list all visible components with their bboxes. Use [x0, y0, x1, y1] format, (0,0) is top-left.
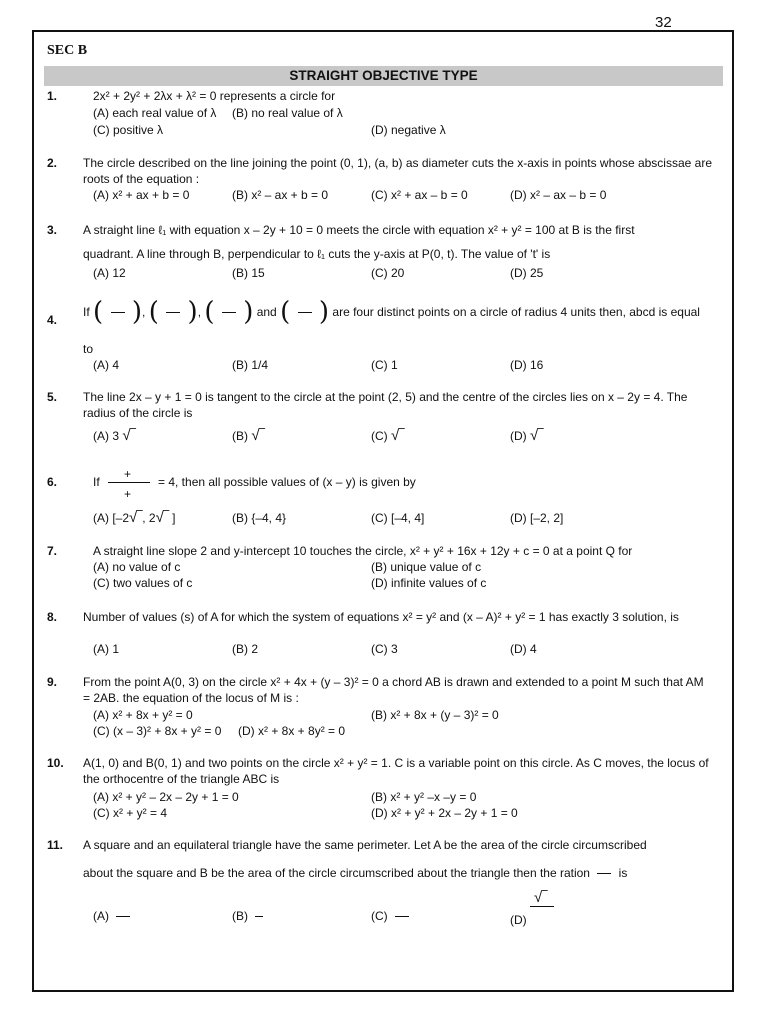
close-paren: ) [187, 297, 198, 327]
option-c: (C) √‾ [371, 427, 405, 444]
option-d: (D) √‾ [510, 427, 544, 444]
option-a: (A) [93, 908, 134, 924]
is-word: is [618, 866, 628, 880]
option-c: (C) two values of c [93, 576, 193, 590]
option-d: (D) √‾ [510, 908, 556, 928]
sqrt-symbol: √‾ [530, 427, 544, 444]
sqrt-symbol: √‾ [155, 509, 169, 526]
fraction-bar [255, 916, 263, 917]
fraction-bar [108, 482, 150, 483]
close-paren: ) [318, 297, 330, 327]
option-b: (B) no real value of λ [232, 106, 343, 120]
fraction-bar [111, 312, 125, 313]
option-c: (C) 3 [371, 642, 398, 656]
option-b: (B) √‾ [232, 427, 265, 444]
question-stem: 2x² + 2y² + 2λx + λ² = 0 represents a circle for [93, 89, 336, 103]
question-stem-line-2: about the square and B be the area of the circle circumscribed about the triangle then the ration is [83, 866, 628, 880]
question-stem-line-1: A square and an equilateral triangle have the same perimeter. Let A be the area of the circle circumscribed [83, 838, 647, 852]
question-stem: From the point A(0, 3) on the circle x² + 4x + (y – 3)² = 0 a chord AB is drawn and extended to a point M such that AM = 2AB. the equation of the locus of M is : [83, 675, 704, 705]
question-stem-line-1: A straight line ℓ₁ with equation x – 2y + 10 = 0 meets the circle with equation x² + y² = 100 at B is the first [83, 223, 635, 237]
close-paren: ) [131, 297, 143, 327]
question-stem-line-2: quadrant. A line through B, perpendicular to ℓ₁ cuts the y-axis at P(0, t). The value of 't' is [83, 247, 551, 261]
option-c: (C) 20 [371, 266, 405, 280]
question-stem: The line 2x – y + 1 = 0 is tangent to the circle at the point (2, 5) and the centre of the circles lies on x – 2y = 4. The radius of the circle is [83, 390, 688, 420]
option-d: (D) 25 [510, 266, 544, 280]
fraction-bar [298, 312, 312, 313]
option-a: (A) x² + 8x + y² = 0 [93, 708, 193, 722]
section-title-band: STRAIGHT OBJECTIVE TYPE [44, 66, 723, 86]
question-stem-continued: to [83, 342, 94, 356]
option-c: (C) x² + ax – b = 0 [371, 188, 468, 202]
question-number: 3. [47, 223, 58, 237]
option-a: (A) 12 [93, 266, 126, 280]
option-b: (B) 2 [232, 642, 259, 656]
question-number: 7. [47, 544, 58, 558]
option-c: (C) x² + y² = 4 [93, 806, 168, 820]
fraction-bar [116, 916, 130, 917]
section-label: SEC B [47, 43, 88, 58]
option-b: (B) x² + y² –x –y = 0 [371, 790, 477, 804]
close-paren: ) [243, 297, 254, 327]
question-number: 10. [47, 756, 64, 770]
option-b: (B) [232, 908, 267, 924]
option-a: (A) 3 √‾ [93, 427, 136, 444]
fraction-bar [395, 916, 409, 917]
if-word: If [83, 305, 90, 319]
option-a: (A) x² + y² – 2x – 2y + 1 = 0 [93, 790, 239, 804]
page-number: 32 [655, 14, 672, 31]
option-a: (A) 1 [93, 642, 120, 656]
question-stem-tail: = 4, then all possible values of (x – y) is given by [158, 475, 416, 489]
question-number: 9. [47, 675, 58, 689]
option-b: (B) 15 [232, 266, 265, 280]
sqrt-symbol: √‾ [391, 427, 405, 444]
question-number: 1. [47, 89, 58, 103]
if-word: If [93, 475, 100, 489]
sqrt-symbol: √‾ [129, 509, 143, 526]
option-a: (A) each real value of λ [93, 106, 217, 120]
option-a: (A) [–2√‾, 2√‾ ] [93, 509, 176, 526]
open-paren: ( [280, 297, 291, 327]
option-b: (B) 1/4 [232, 358, 269, 372]
open-paren: ( [204, 297, 215, 327]
question-number: 8. [47, 610, 58, 624]
sqrt-fraction [530, 889, 556, 924]
option-d: (D) x² + 8x + 8y² = 0 [238, 724, 346, 738]
question-stem-inline: If ( ), ( ), ( ) and ( ) are four distinct points on a circle of radius 4 units then, abcd is equal [83, 297, 700, 327]
fraction-bar [597, 873, 611, 874]
question-number: 2. [47, 156, 58, 170]
question-stem-tail: are four distinct points on a circle of radius 4 units then, abcd is equal [332, 305, 700, 319]
sqrt-symbol: √‾ [251, 427, 265, 444]
option-a: (A) 4 [93, 358, 120, 372]
option-d: (D) x² – ax – b = 0 [510, 188, 607, 202]
option-c: (C) [371, 908, 413, 924]
option-a: (A) x² + ax + b = 0 [93, 188, 190, 202]
question-number: 4. [47, 313, 58, 327]
option-d: (D) negative λ [371, 123, 446, 137]
and-word: and [256, 305, 277, 319]
sqrt-symbol: √‾ [122, 427, 136, 444]
option-b: (B) {–4, 4} [232, 511, 287, 525]
question-number: 6. [47, 475, 58, 489]
question-stem: A straight line slope 2 and y-intercept 10 touches the circle, x² + y² + 16x + 12y + c = 0 at a point Q for [93, 544, 633, 558]
option-b: (B) x² – ax + b = 0 [232, 188, 329, 202]
open-paren: ( [148, 297, 159, 327]
option-d: (D) 4 [510, 642, 537, 656]
option-d: (D) infinite values of c [371, 576, 487, 590]
option-c: (C) [–4, 4] [371, 511, 425, 525]
option-c: (C) (x – 3)² + 8x + y² = 0 [93, 724, 222, 738]
option-d: (D) [–2, 2] [510, 511, 564, 525]
option-c: (C) 1 [371, 358, 398, 372]
question-number: 11. [47, 838, 64, 852]
fraction-bar [166, 312, 180, 313]
option-b: (B) unique value of c [371, 560, 482, 574]
question-stem: A(1, 0) and B(0, 1) and two points on the circle x² + y² = 1. C is a variable point on this circle. As C moves, the locus of the orthocentre of the triangle ABC is [83, 756, 709, 786]
sqrt-symbol: √‾ [534, 889, 548, 906]
option-d: (D) 16 [510, 358, 544, 372]
fraction-denominator: + [124, 487, 132, 501]
fraction-bar [530, 906, 554, 907]
option-d: (D) x² + y² + 2x – 2y + 1 = 0 [371, 806, 518, 820]
option-b: (B) x² + 8x + (y – 3)² = 0 [371, 708, 499, 722]
question-stem: Number of values (s) of A for which the system of equations x² = y² and (x – A)² + y² = 1 has exactly 3 solution, is [83, 610, 679, 624]
question-stem: The circle described on the line joining the point (0, 1), (a, b) as diameter cuts the x-axis in points whose abscissae are roots of the equation : [83, 156, 712, 186]
option-c: (C) positive λ [93, 123, 164, 137]
question-number: 5. [47, 390, 58, 404]
fraction-bar [222, 312, 236, 313]
option-a: (A) no value of c [93, 560, 181, 574]
open-paren: ( [93, 297, 104, 327]
fraction-numerator: + [124, 467, 132, 481]
